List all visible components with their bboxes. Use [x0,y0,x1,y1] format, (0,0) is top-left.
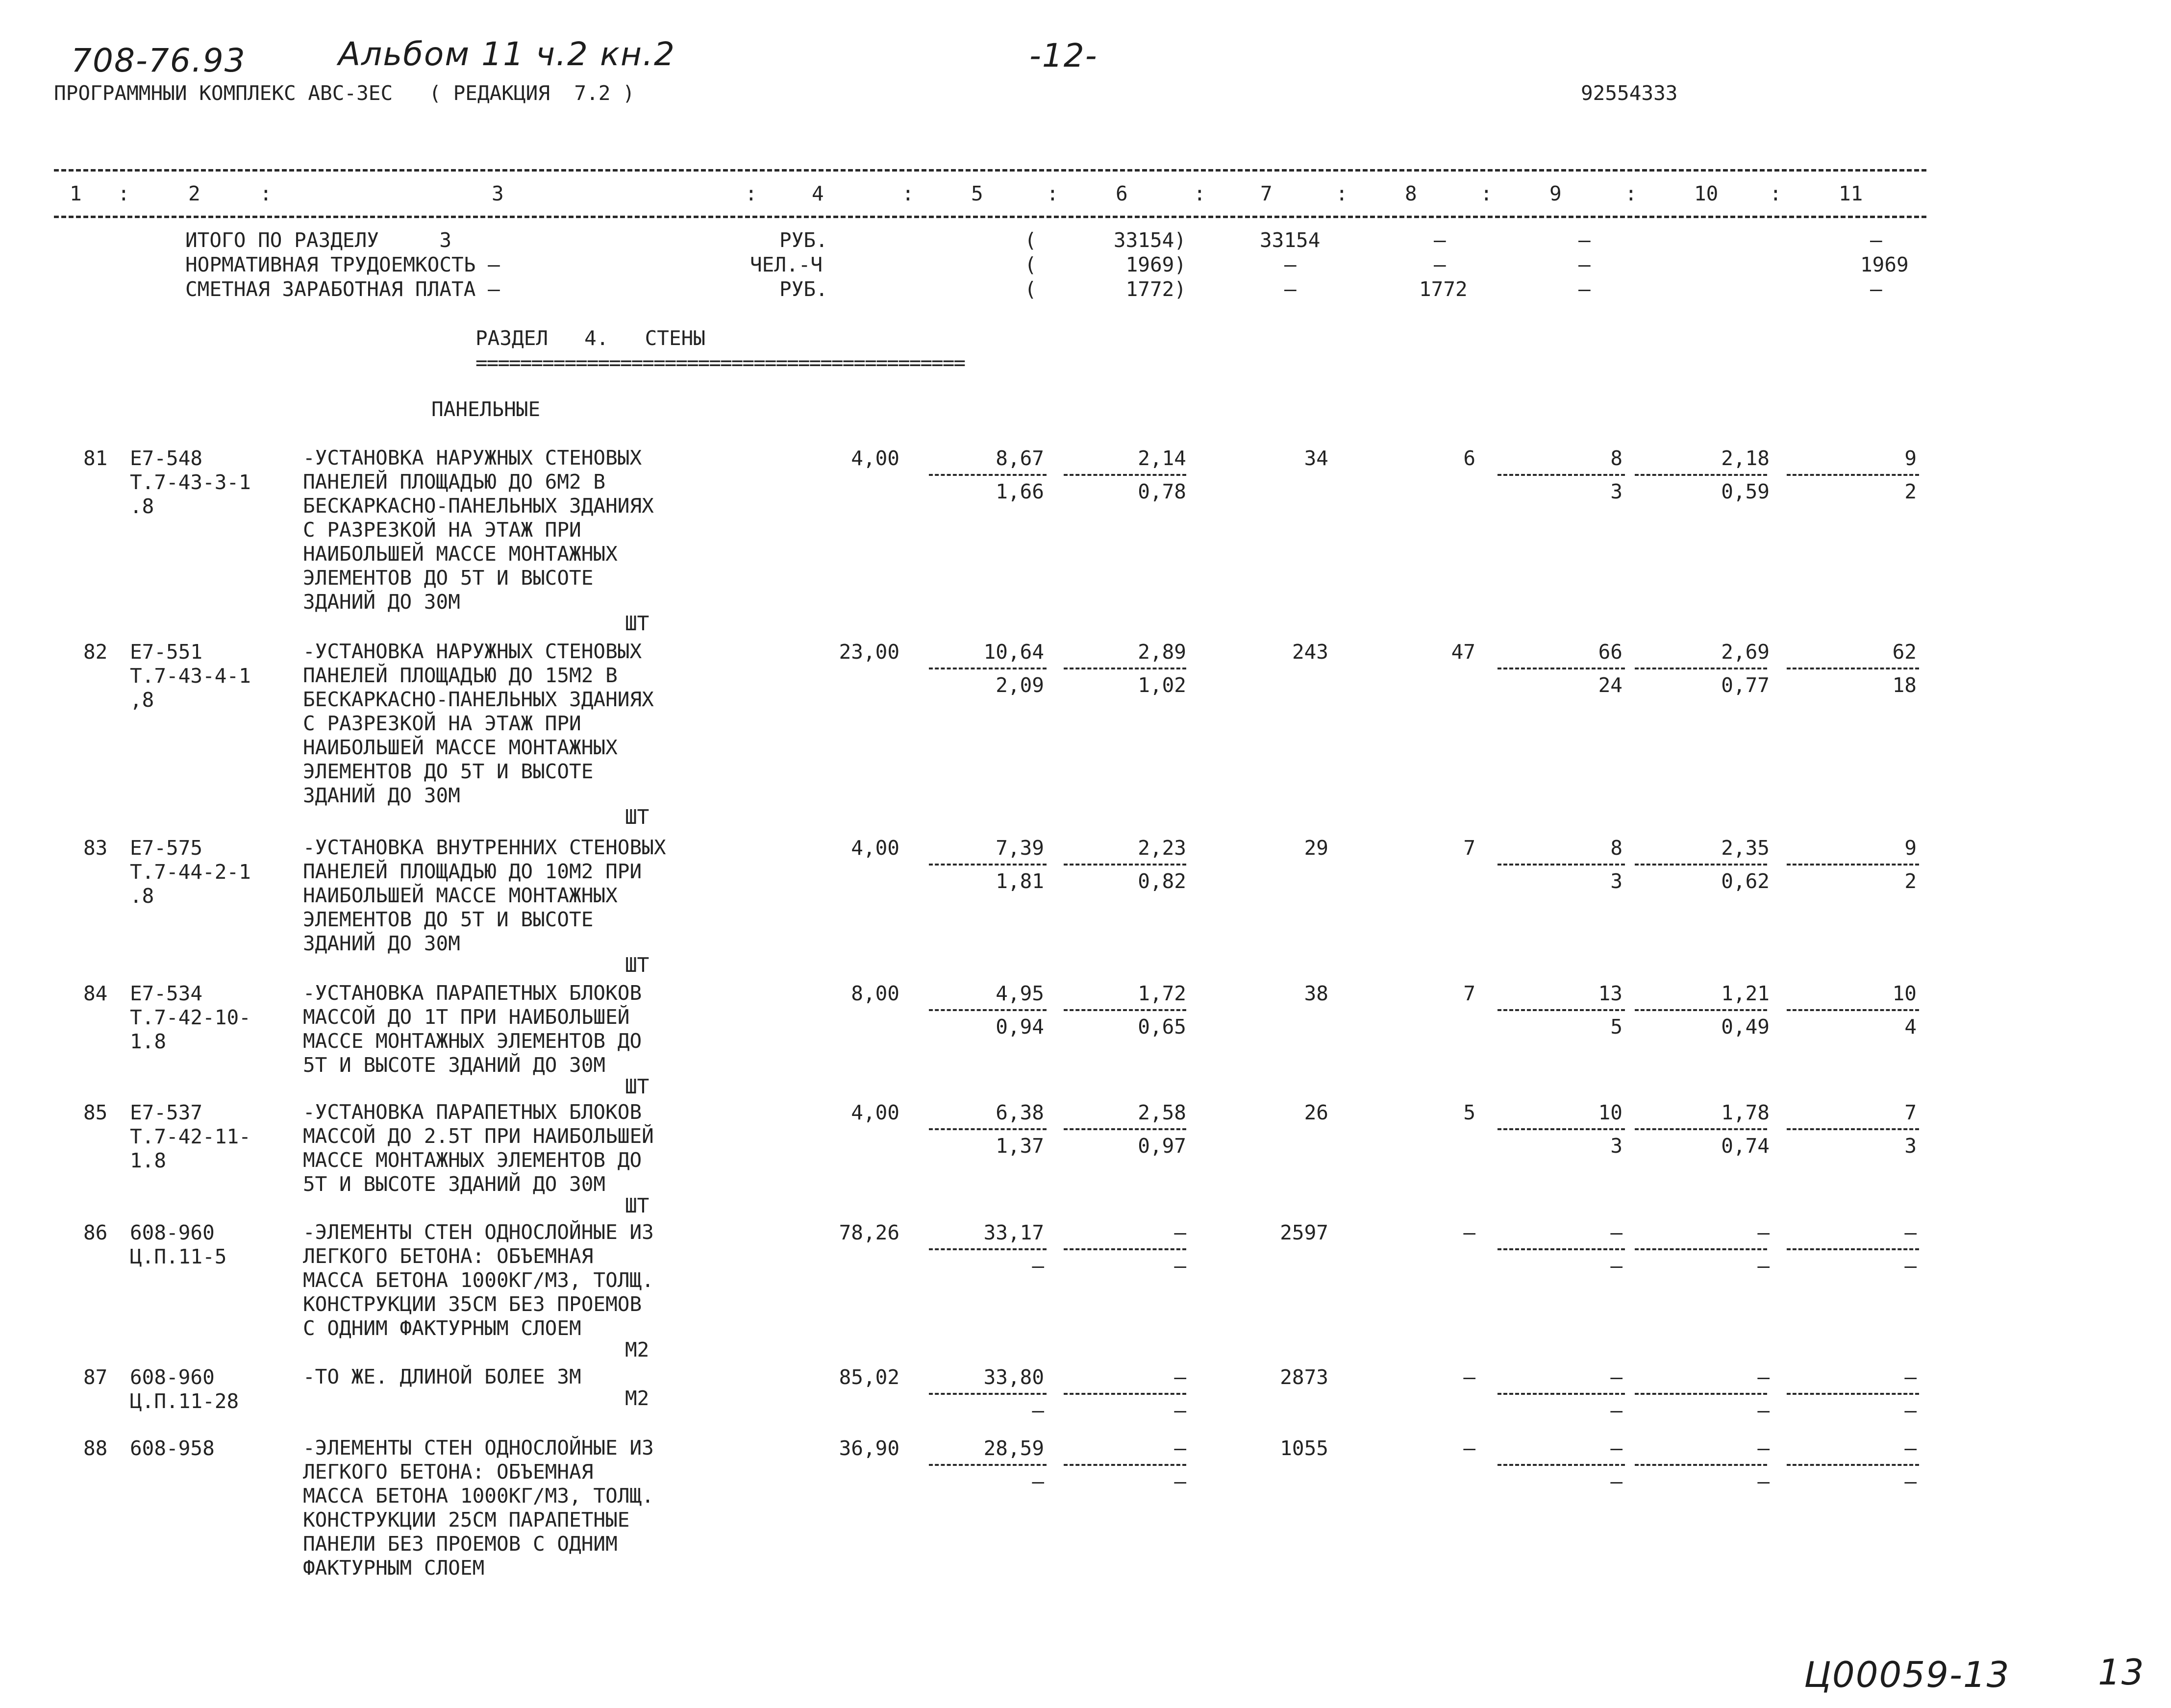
cell-col5-top: 10,64 [983,640,1044,664]
fraction-rule [929,864,1047,866]
fraction-rule [1787,1248,1919,1250]
fraction-rule [1064,668,1186,669]
row-reference: Т.7-44-2-1 [130,860,251,884]
cell-col10-top: 1,78 [1721,1101,1770,1124]
cell-col8: 5 [1463,1101,1475,1124]
row-description: -УСТАНОВКА НАРУЖНЫХ СТЕНОВЫХ ПАНЕЛЕЙ ПЛОЩАДЬЮ ДО 6М2 В БЕСКАРКАСНО-ПАНЕЛЬНЫХ ЗДАНИЯХ С РАЗРЕЗКОЙ НА ЭТАЖ ПРИ НАИБОЛЬШЕЙ МАССЕ МОНТАЖНЫХ ЭЛЕМЕНТОВ ДО 5Т И ВЫСОТЕ ЗДАНИЙ ДО 30М [303,446,654,614]
cell-col8: 6 [1463,446,1475,470]
fraction-rule [1064,1009,1186,1011]
section-underline: ============================================ [475,351,965,374]
column-separator: : [260,182,272,205]
cell-col6-bottom: 0,78 [1138,480,1186,503]
fraction-rule [1787,1128,1919,1130]
cell-col7: 2873 [1280,1365,1328,1389]
handwritten-page-number: -12- [1029,37,1098,74]
cell-col11-bottom: 18 [1892,673,1917,697]
cell-col9-bottom: 3 [1610,1134,1622,1158]
cell-col11-bottom: 2 [1904,869,1917,893]
cell-col10-bottom: 0,77 [1721,673,1770,697]
row-reference: Ц.П.11-28 [130,1389,239,1413]
column-header: 11 [1839,182,1863,205]
column-header: 8 [1405,182,1417,205]
cell-col4: 8,00 [851,982,899,1005]
row-number: 88 [83,1436,108,1460]
fraction-rule [929,1393,1047,1395]
fraction-rule [929,668,1047,669]
cell-col5-bottom: 1,81 [996,869,1044,893]
fraction-rule [1497,1248,1625,1250]
row-reference-suffix: .8 [130,495,154,518]
totals-paren: ( [1024,277,1037,301]
totals-col11: 1969 [1860,253,1909,276]
cell-col9-bottom: – [1610,1399,1622,1422]
row-reference: Т.7-43-3-1 [130,470,251,494]
totals-unit: ЧЕЛ.-Ч [750,253,823,276]
cell-col8: – [1463,1436,1475,1460]
cell-col11-bottom: 3 [1904,1134,1917,1158]
totals-col7: – [1284,277,1297,301]
cell-col10-bottom: 0,49 [1721,1015,1770,1039]
fraction-rule [1635,864,1767,866]
cell-col5-bottom: – [1032,1399,1044,1422]
cell-col11-bottom: 4 [1904,1015,1917,1039]
fraction-rule [929,1464,1047,1466]
cell-col10-bottom: – [1757,1470,1770,1493]
handwritten-doc-number: 708-76.93 [71,42,246,79]
totals-unit: РУБ. [779,228,828,252]
row-number: 87 [83,1365,108,1389]
totals-col8: 1772 [1419,277,1468,301]
cell-col9-top: – [1610,1221,1622,1244]
cell-col6-bottom: 0,65 [1138,1015,1186,1039]
row-number: 81 [83,446,108,470]
cell-col7: 38 [1304,982,1328,1005]
row-unit: ШТ [625,805,649,829]
cell-col10-bottom: – [1757,1399,1770,1422]
fraction-rule [1497,864,1625,866]
row-code: Е7-534 [130,982,203,1005]
cell-col11-bottom: – [1904,1470,1917,1493]
row-reference: Т.7-42-10- [130,1006,251,1029]
row-unit: М2 [625,1386,649,1410]
cell-col11-top: 10 [1892,982,1917,1005]
row-number: 84 [83,982,108,1005]
cell-col10-top: 1,21 [1721,982,1770,1005]
column-header: 9 [1549,182,1562,205]
cell-col9-bottom: 5 [1610,1015,1622,1039]
cell-col9-top: 8 [1610,836,1622,860]
totals-col7: – [1284,253,1297,276]
cell-col10-bottom: 0,62 [1721,869,1770,893]
row-code: 608-958 [130,1436,215,1460]
cell-col11-top: 7 [1904,1101,1917,1124]
row-reference: Т.7-43-4-1 [130,664,251,688]
totals-paren: ( [1024,253,1037,276]
cell-col9-top: 13 [1598,982,1622,1005]
cell-col5-top: 8,67 [996,446,1044,470]
totals-col6: 33154) [1113,228,1186,252]
cell-col6-top: – [1174,1436,1186,1460]
cell-col6-top: – [1174,1365,1186,1389]
fraction-rule [1497,1128,1625,1130]
fraction-rule [1064,474,1186,476]
row-reference-suffix: ,8 [130,688,154,712]
fraction-rule [1497,668,1625,669]
totals-col11: – [1870,228,1882,252]
column-header: 5 [971,182,983,205]
cell-col5-bottom: – [1032,1254,1044,1278]
cell-col6-top: 2,14 [1138,446,1186,470]
totals-paren: ( [1024,228,1037,252]
cell-col10-top: 2,69 [1721,640,1770,664]
cell-col6-top: 1,72 [1138,982,1186,1005]
column-separator: : [1336,182,1348,205]
cell-col5-bottom: 2,09 [996,673,1044,697]
cell-col10-bottom: 0,74 [1721,1134,1770,1158]
cell-col4: 4,00 [851,836,899,860]
cell-col9-top: 10 [1598,1101,1622,1124]
program-line: ПРОГРАММНЫИ КОМПЛЕКС АВС-3ЕС ( РЕДАКЦИЯ 7.2 ) [54,81,635,105]
row-code: Е7-551 [130,640,203,664]
cell-col9-bottom: – [1610,1470,1622,1493]
cell-col5-top: 28,59 [983,1436,1044,1460]
fraction-rule [1787,1393,1919,1395]
header-bottom-rule [54,216,1926,218]
row-number: 85 [83,1101,108,1124]
cell-col6-bottom: 0,97 [1138,1134,1186,1158]
cell-col9-bottom: – [1610,1254,1622,1278]
fraction-rule [1064,1248,1186,1250]
cell-col11-bottom: – [1904,1254,1917,1278]
row-unit: ШТ [625,1194,649,1217]
cell-col5-top: 33,17 [983,1221,1044,1244]
fraction-rule [1635,1009,1767,1011]
cell-col10-top: 2,35 [1721,836,1770,860]
column-header: 3 [492,182,504,205]
fraction-rule [1787,1009,1919,1011]
totals-col11: – [1870,277,1882,301]
row-unit: М2 [625,1338,649,1361]
fraction-rule [1497,1009,1625,1011]
document-code: 92554333 [1581,81,1678,105]
totals-col6: 1969) [1125,253,1186,276]
row-description: -ТО ЖЕ. ДЛИНОЙ БОЛЕЕ 3М [303,1365,581,1388]
cell-col11-bottom: – [1904,1399,1917,1422]
cell-col10-top: – [1757,1365,1770,1389]
cell-col9-bottom: 24 [1598,673,1622,697]
cell-col4: 36,90 [839,1436,899,1460]
cell-col7: 26 [1304,1101,1328,1124]
cell-col6-bottom: 1,02 [1138,673,1186,697]
row-description: -УСТАНОВКА ВНУТРЕННИХ СТЕНОВЫХ ПАНЕЛЕЙ ПЛОЩАДЬЮ ДО 10М2 ПРИ НАИБОЛЬШЕЙ МАССЕ МОНТАЖНЫХ ЭЛЕМЕНТОВ ДО 5Т И ВЫСОТЕ ЗДАНИЙ ДО 30М [303,836,666,955]
cell-col4: 78,26 [839,1221,899,1244]
row-code: Е7-537 [130,1101,203,1124]
row-unit: ШТ [625,1075,649,1098]
cell-col5-top: 4,95 [996,982,1044,1005]
section-subtitle: ПАНЕЛЬНЫЕ [431,397,541,421]
totals-label: НОРМАТИВНАЯ ТРУДОЕМКОСТЬ – [185,253,500,276]
fraction-rule [929,1128,1047,1130]
cell-col9-top: 66 [1598,640,1622,664]
cell-col8: – [1463,1221,1475,1244]
totals-label: СМЕТНАЯ ЗАРАБОТНАЯ ПЛАТА – [185,277,500,301]
cell-col9-bottom: 3 [1610,480,1622,503]
column-header: 10 [1694,182,1719,205]
cell-col11-bottom: 2 [1904,480,1917,503]
totals-col9: – [1578,253,1591,276]
cell-col9-top: – [1610,1436,1622,1460]
totals-label: ИТОГО ПО РАЗДЕЛУ 3 [185,228,452,252]
fraction-rule [1635,668,1767,669]
totals-col9: – [1578,228,1591,252]
row-code: Е7-548 [130,446,203,470]
row-description: -ЭЛЕМЕНТЫ СТЕН ОДНОСЛОЙНЫЕ ИЗ ЛЕГКОГО БЕТОНА: ОБЪЕМНАЯ МАССА БЕТОНА 1000КГ/М3, ТОЛЩ. КОНСТРУКЦИИ 25СМ ПАРАПЕТНЫЕ ПАНЕЛИ БЕЗ ПРОЕМОВ С ОДНИМ ФАКТУРНЫМ СЛОЕМ [303,1436,654,1580]
row-number: 82 [83,640,108,664]
cell-col9-bottom: 3 [1610,869,1622,893]
fraction-rule [1635,474,1767,476]
totals-col7: 33154 [1260,228,1321,252]
cell-col7: 29 [1304,836,1328,860]
column-separator: : [1047,182,1059,205]
cell-col4: 23,00 [839,640,899,664]
cell-col5-top: 33,80 [983,1365,1044,1389]
cell-col6-top: 2,58 [1138,1101,1186,1124]
cell-col4: 4,00 [851,1101,899,1124]
fraction-rule [1635,1393,1767,1395]
cell-col6-top: 2,23 [1138,836,1186,860]
cell-col8: – [1463,1365,1475,1389]
cell-col5-bottom: 1,37 [996,1134,1044,1158]
cell-col9-top: 8 [1610,446,1622,470]
fraction-rule [1787,1464,1919,1466]
cell-col11-top: – [1904,1365,1917,1389]
row-number: 83 [83,836,108,860]
fraction-rule [1064,864,1186,866]
cell-col4: 85,02 [839,1365,899,1389]
cell-col10-bottom: – [1757,1254,1770,1278]
cell-col7: 2597 [1280,1221,1328,1244]
row-description: -УСТАНОВКА НАРУЖНЫХ СТЕНОВЫХ ПАНЕЛЕЙ ПЛОЩАДЬЮ ДО 15М2 В БЕСКАРКАСНО-ПАНЕЛЬНЫХ ЗДАНИЯХ С РАЗРЕЗКОЙ НА ЭТАЖ ПРИ НАИБОЛЬШЕЙ МАССЕ МОНТАЖНЫХ ЭЛЕМЕНТОВ ДО 5Т И ВЫСОТЕ ЗДАНИЙ ДО 30М [303,640,654,807]
column-separator: : [1194,182,1206,205]
fraction-rule [1497,1464,1625,1466]
section-title: РАЗДЕЛ 4. СТЕНЫ [475,326,705,350]
column-separator: : [1625,182,1637,205]
row-reference: Ц.П.11-5 [130,1245,227,1268]
column-separator: : [745,182,757,205]
cell-col10-top: – [1757,1436,1770,1460]
row-description: -ЭЛЕМЕНТЫ СТЕН ОДНОСЛОЙНЫЕ ИЗ ЛЕГКОГО БЕТОНА: ОБЪЕМНАЯ МАССА БЕТОНА 1000КГ/М3, ТОЛЩ. КОНСТРУКЦИИ 35СМ БЕЗ ПРОЕМОВ С ОДНИМ ФАКТУРНЫМ СЛОЕМ [303,1220,654,1340]
cell-col5-top: 6,38 [996,1101,1044,1124]
fraction-rule [929,1009,1047,1011]
fraction-rule [1635,1464,1767,1466]
row-reference-suffix: 1.8 [130,1030,167,1053]
fraction-rule [1787,864,1919,866]
cell-col7: 243 [1292,640,1328,664]
column-header: 6 [1116,182,1128,205]
cell-col6-bottom: – [1174,1399,1186,1422]
cell-col5-bottom: 0,94 [996,1015,1044,1039]
totals-col8: – [1434,228,1446,252]
cell-col5-bottom: 1,66 [996,480,1044,503]
totals-col9: – [1578,277,1591,301]
cell-col11-top: – [1904,1436,1917,1460]
fraction-rule [1064,1128,1186,1130]
cell-col9-top: – [1610,1365,1622,1389]
handwritten-footer-code: Ц00059-13 [1804,1654,2010,1695]
column-header: 1 [70,182,82,205]
row-description: -УСТАНОВКА ПАРАПЕТНЫХ БЛОКОВ МАССОЙ ДО 2.5Т ПРИ НАИБОЛЬШЕЙ МАССЕ МОНТАЖНЫХ ЭЛЕМЕНТОВ ДО 5Т И ВЫСОТЕ ЗДАНИЙ ДО 30М [303,1100,654,1196]
totals-unit: РУБ. [779,277,828,301]
cell-col7: 1055 [1280,1436,1328,1460]
column-separator: : [1480,182,1493,205]
cell-col5-bottom: – [1032,1470,1044,1493]
cell-col8: 7 [1463,836,1475,860]
header-top-rule [54,169,1926,172]
cell-col11-top: 9 [1904,446,1917,470]
row-code: 608-960 [130,1221,215,1244]
cell-col10-bottom: 0,59 [1721,480,1770,503]
cell-col6-bottom: – [1174,1470,1186,1493]
row-reference-suffix: 1.8 [130,1149,167,1172]
cell-col5-top: 7,39 [996,836,1044,860]
cell-col11-top: 62 [1892,640,1917,664]
fraction-rule [1497,474,1625,476]
column-separator: : [902,182,914,205]
row-number: 86 [83,1221,108,1244]
fraction-rule [1497,1393,1625,1395]
cell-col6-top: – [1174,1221,1186,1244]
cell-col6-bottom: 0,82 [1138,869,1186,893]
row-description: -УСТАНОВКА ПАРАПЕТНЫХ БЛОКОВ МАССОЙ ДО 1Т ПРИ НАИБОЛЬШЕЙ МАССЕ МОНТАЖНЫХ ЭЛЕМЕНТОВ ДО 5Т И ВЫСОТЕ ЗДАНИЙ ДО 30М [303,981,642,1077]
cell-col10-top: – [1757,1221,1770,1244]
row-code: 608-960 [130,1365,215,1389]
cell-col8: 7 [1463,982,1475,1005]
fraction-rule [1635,1248,1767,1250]
cell-col6-top: 2,89 [1138,640,1186,664]
row-reference-suffix: .8 [130,884,154,908]
fraction-rule [1787,668,1919,669]
cell-col11-top: 9 [1904,836,1917,860]
column-header: 4 [812,182,824,205]
column-separator: : [118,182,130,205]
row-unit: ШТ [625,612,649,635]
fraction-rule [1064,1464,1186,1466]
row-code: Е7-575 [130,836,203,860]
cell-col6-bottom: – [1174,1254,1186,1278]
fraction-rule [1635,1128,1767,1130]
column-separator: : [1770,182,1782,205]
row-reference: Т.7-42-11- [130,1125,251,1148]
cell-col8: 47 [1451,640,1475,664]
cell-col11-top: – [1904,1221,1917,1244]
fraction-rule [1064,1393,1186,1395]
fraction-rule [1787,474,1919,476]
handwritten-sheet-number: 13 [2098,1652,2145,1693]
cell-col4: 4,00 [851,446,899,470]
cell-col7: 34 [1304,446,1328,470]
column-header: 2 [188,182,200,205]
row-unit: ШТ [625,953,649,977]
totals-col8: – [1434,253,1446,276]
handwritten-album: Альбом 11 ч.2 кн.2 [338,35,675,73]
totals-col6: 1772) [1125,277,1186,301]
cell-col10-top: 2,18 [1721,446,1770,470]
fraction-rule [929,1248,1047,1250]
column-header: 7 [1260,182,1273,205]
fraction-rule [929,474,1047,476]
